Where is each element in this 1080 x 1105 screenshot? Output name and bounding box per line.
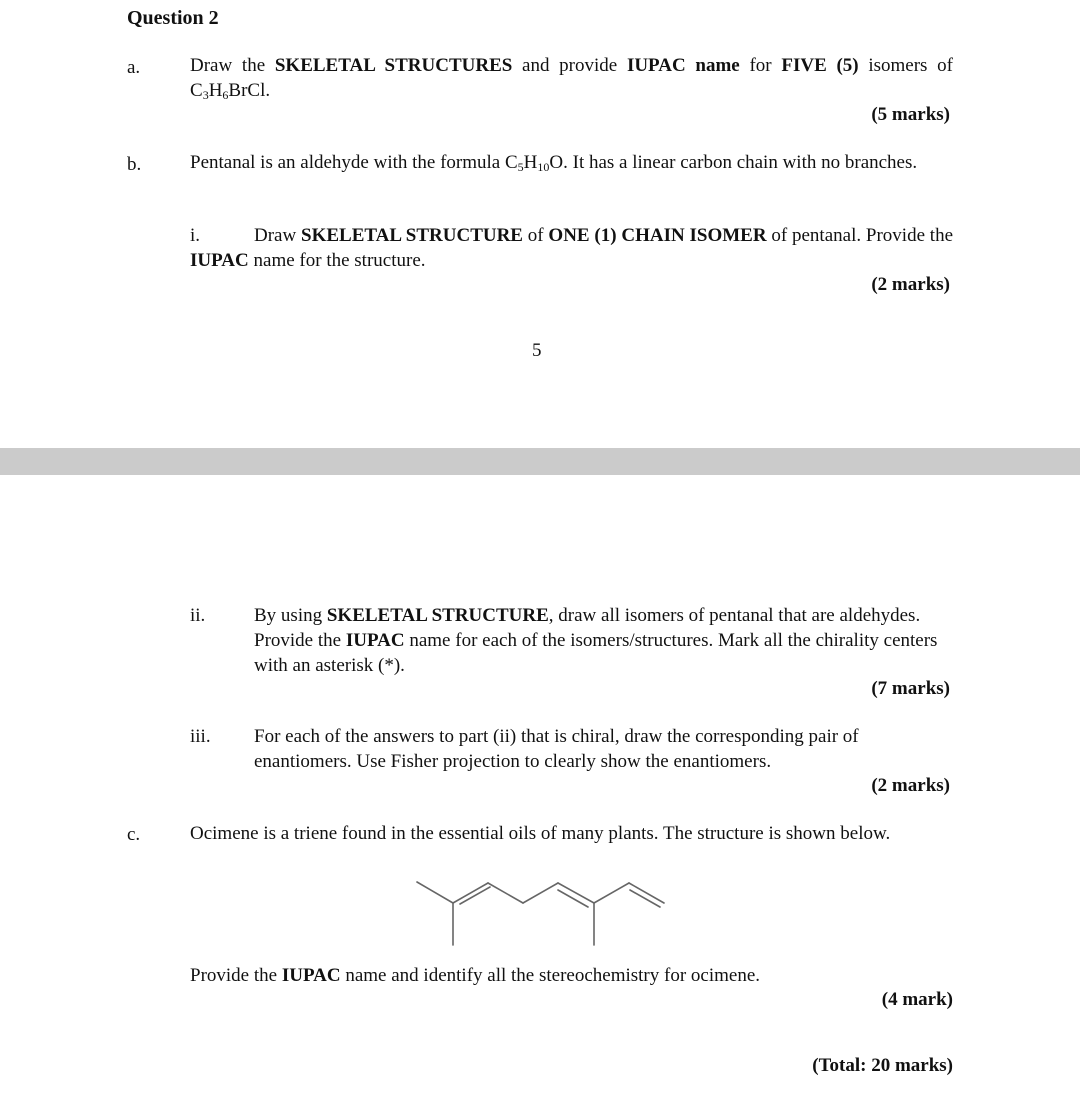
- part-c-label: c.: [127, 824, 141, 845]
- part-a-label: a.: [127, 57, 141, 78]
- part-b-i-label: i.: [190, 225, 201, 246]
- part-b-i-marks: (2 marks): [871, 274, 950, 295]
- page-number: 5: [532, 340, 542, 361]
- part-c-question: Provide the IUPAC name and identify all the stereochemistry for ocimene.: [190, 965, 761, 986]
- part-a-marks: (5 marks): [871, 104, 950, 125]
- question-title: Question 2: [127, 7, 219, 29]
- part-b-text: Pentanal is an aldehyde with the formula $C_5H_{10}O$. It has a linear carbon chain with no branches.: [190, 152, 918, 174]
- part-a-text: Draw the SKELETAL STRUCTURES and provide IUPAC name for FIVE (5) isomers of $C_3H_6BrCl$.: [190, 55, 953, 102]
- part-b-label: b.: [127, 154, 142, 175]
- double-bond-line: [558, 890, 588, 907]
- bond: [453, 883, 488, 903]
- part-b-i-text: i. Draw SKELETAL STRUCTURE of ONE (1) CHAIN ISOMER of pentanal. Provide the IUPAC name for the structure.: [190, 225, 954, 271]
- ocimene-structure: [400, 870, 680, 955]
- part-c-marks: (4 mark): [881, 989, 953, 1010]
- page-separator: [0, 448, 1080, 475]
- part-b-ii-label: ii.: [190, 605, 206, 626]
- part-b-iii-marks: (2 marks): [871, 775, 950, 796]
- bond: [594, 883, 629, 903]
- total-marks: (Total: 20 marks): [812, 1055, 953, 1076]
- bond: [417, 882, 453, 903]
- bond: [488, 883, 523, 903]
- bond: [523, 883, 558, 903]
- part-b-ii-marks: (7 marks): [871, 678, 950, 699]
- part-c-intro: Ocimene is a triene found in the essential oils of many plants. The structure is shown below.: [190, 823, 891, 844]
- part-b-ii-text: By using SKELETAL STRUCTURE, draw all isomers of pentanal that are aldehydes. Provide the IUPAC name for each of the isomers/structures. Mark all the chirality centers with an asterisk (*).: [254, 605, 938, 676]
- part-b-iii-text: For each of the answers to part (ii) that is chiral, draw the corresponding pair of enantiomers. Use Fisher projection to clearly show the enantiomers.: [254, 726, 859, 772]
- part-b-iii-label: iii.: [190, 726, 211, 747]
